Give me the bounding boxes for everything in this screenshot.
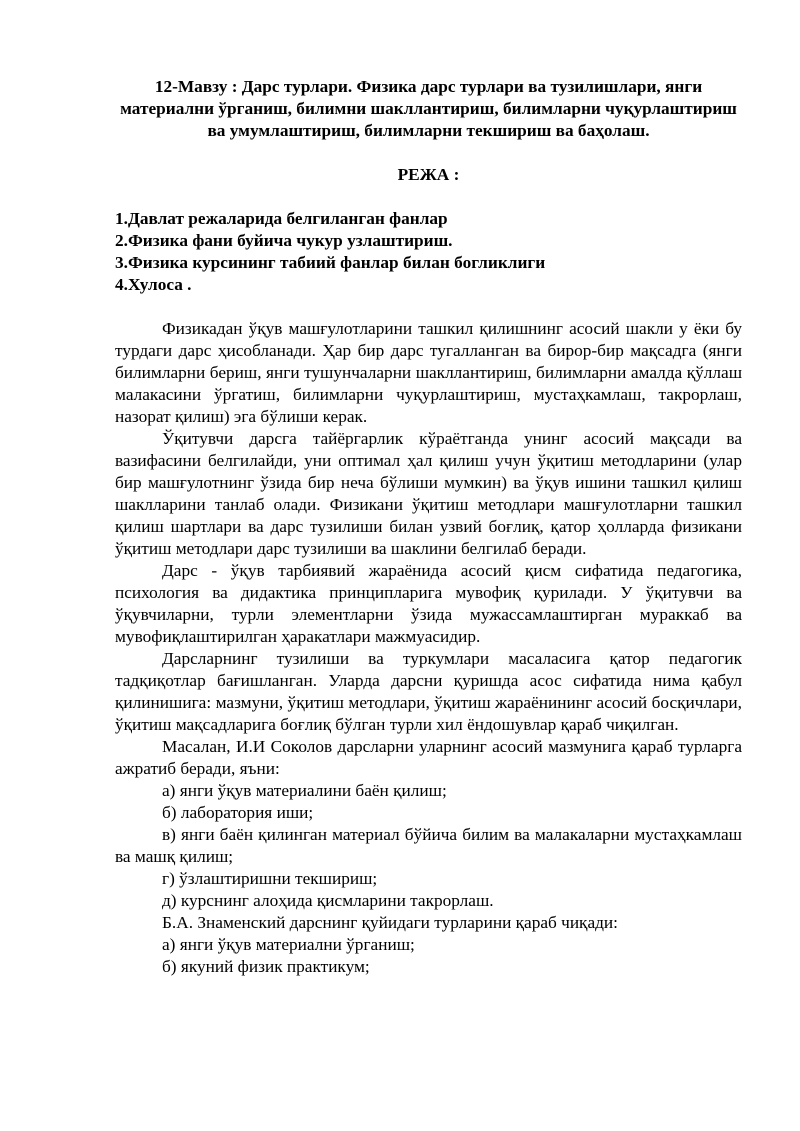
plan-item: 4.Хулоса . — [115, 275, 192, 294]
document-page — [115, 76, 742, 978]
body-paragraph: Ўқитувчи дарсга тайёргарлик кўраётганда унинг асосий мақсади ва вазифасини белгилайди, уни оптимал ҳал қилиш учун ўқитиш методларини (улар бир машғулотнинг ўзида бир неча бўлиши мумкин) ва ўқув ишини ташкил қилиш шаклларини танлаб олади. Физикани ўқитиш методлари машғулотларни ташкил қилиш шартлари ва дарс тузилиши билан узвий боғлиқ, қатор ҳолларда физикани ўқитиш методлари дарс тузилиши ва шаклини белгилаб беради. — [115, 429, 742, 558]
body-paragraph: Физикадан ўқув машғулотларини ташкил қилишнинг асосий шакли у ёки бу турдаги дарс ҳисобланади. Ҳар бир дарс тугалланган ва бирор-бир мақсадга (янги билимларни бериш, янги тушунчаларни шакллантириш, билимларни амалда қўллаш малакасини ўргатиш, билимларни чуқурлаштириш, мустаҳкамлаш, такрорлаш, назорат қилиш) эга бўлиши керак. — [115, 319, 742, 426]
sokolov-list-item: в) янги баён қилинган материал бўйича билим ва малакаларни мустаҳкамлаш ва машқ қилиш; — [115, 825, 742, 866]
sokolov-list-item: а) янги ўқув материалини баён қилиш; — [162, 781, 447, 800]
plan-item: 3.Физика курсининг табиий фанлар билан богликлиги — [115, 253, 546, 272]
sokolov-list-item: г) ўзлаштиришни текшириш; — [162, 869, 378, 888]
body-paragraph: Дарсларнинг тузилиши ва туркумлари масаласига қатор педагогик тадқиқотлар бағишланган. Уларда дарсни қуришда асос сифатида нима қабул қилинишига: мазмуни, ўқитиш методлари, ўқитиш жараёнининг асосий босқичлари, ўқитиш мақсадларига боғлиқ бўлган турли хил ёндошувлар қараб чиқилган. — [115, 649, 742, 734]
sokolov-list-item: б) лаборатория иши; — [162, 803, 314, 822]
plan-item: 1.Давлат режаларида белгиланган фанлар — [115, 209, 448, 228]
plan-item: 2.Физика фани буйича чукур узлаштириш. — [115, 231, 453, 250]
body-paragraph: Масалан, И.И Соколов дарсларни уларнинг асосий мазмунига қараб турларга ажратиб беради, яъни: — [115, 737, 742, 778]
znamensky-list-item: б) якуний физик практикум; — [162, 957, 370, 976]
plan-list — [115, 208, 742, 296]
znamensky-intro: Б.А. Знаменский дарснинг қуйидаги турларини қараб чиқади: — [162, 913, 618, 932]
plan-heading: РЕЖА : — [397, 165, 460, 184]
znamensky-list-item: а) янги ўқув материални ўрганиш; — [162, 935, 415, 954]
sokolov-list-item: д) курснинг алоҳида қисмларини такрорлаш. — [162, 891, 494, 910]
document-title: 12-Мавзу : Дарс турлари. Физика дарс турлари ва тузилишлари, янги материални ўрганиш, билимни шакллантириш, билимларни чуқурлаштириш ва умумлаштириш, билимларни текшириш ва баҳолаш. — [120, 77, 737, 140]
body-paragraph: Дарс - ўқув тарбиявий жараёнида асосий қисм сифатида педагогика, психология ва дидактика принципларига мувофиқ қурилади. У ўқитувчи ва ўқувчиларни, турли элементларни ўзида мужассамлаштирган мураккаб ва мувофиқлаштирилган ҳаракатлари мажмуасидир. — [115, 561, 742, 646]
